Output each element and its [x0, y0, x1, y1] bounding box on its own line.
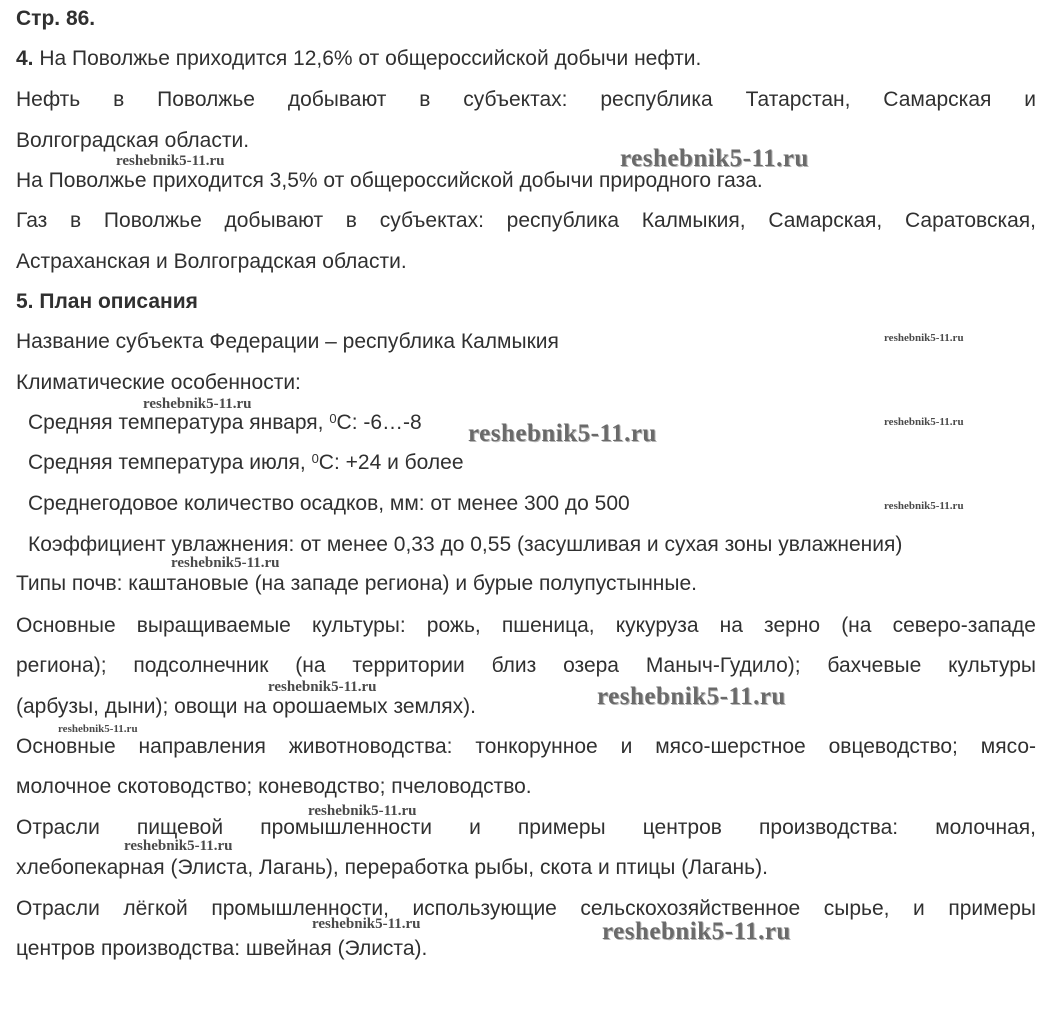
crops-line3: (арбузы, дыни); овощи на орошаемых землях).	[16, 695, 476, 718]
watermark: reshebnik5-11.ru	[58, 723, 138, 735]
gas-regions-line2: Астраханская и Волгоградская области.	[16, 250, 407, 273]
watermark: reshebnik5-11.ru	[268, 679, 377, 695]
oil-regions-line2: Волгоградская области.	[16, 129, 250, 152]
section4-oil-share	[16, 46, 1036, 72]
watermark: reshebnik5-11.ru	[116, 153, 225, 169]
watermark: reshebnik5-11.ru	[143, 396, 252, 412]
watermark: reshebnik5-11.ru	[124, 838, 233, 854]
oil-share-text: На Поволжье приходится 12,6% от общероссийской добычи нефти.	[39, 47, 702, 70]
section5-title: 5. План описания	[16, 290, 198, 313]
watermark: reshebnik5-11.ru	[171, 555, 280, 571]
livestock-line1: Основные направления животноводства: тонкорунное и мясо-шерстное овцеводство; мясо-	[16, 735, 1036, 758]
crops-line1: Основные выращиваемые культуры: рожь, пшеница, кукуруза на зерно (на северо-западе	[16, 614, 1036, 637]
january-value: С: -6…-8	[336, 411, 422, 434]
page-header: Стр. 86.	[16, 7, 96, 30]
watermark: reshebnik5-11.ru	[308, 803, 417, 819]
degree-mark: 0	[311, 451, 319, 466]
subject-name: Название субъекта Федерации – республика Калмыкия	[16, 330, 559, 353]
degree-mark: 0	[329, 411, 337, 426]
july-value: С: +24 и более	[318, 451, 464, 474]
section4-number: 4.	[16, 47, 34, 70]
watermark: reshebnik5-11.ru	[597, 683, 786, 710]
gas-share: На Поволжье приходится 3,5% от общероссийской добычи природного газа.	[16, 169, 763, 192]
precipitation: Среднегодовое количество осадков, мм: от менее 300 до 500	[28, 492, 630, 515]
july-label: Средняя температура июля,	[28, 451, 312, 474]
light-industry-line2: центров производства: швейная (Элиста).	[16, 937, 428, 960]
moisture-coefficient: Коэффициент увлажнения: от менее 0,33 до 0,55 (засушливая и сухая зоны увлажнения)	[28, 533, 903, 556]
july-temperature	[28, 450, 1048, 476]
oil-regions-line1: Нефть в Поволжье добывают в субъектах: республика Татарстан, Самарская и	[16, 88, 1036, 111]
food-industry-line1: Отрасли пищевой промышленности и примеры центров производства: молочная,	[16, 816, 1036, 839]
climate-heading: Климатические особенности:	[16, 371, 301, 394]
watermark: reshebnik5-11.ru	[620, 145, 809, 172]
watermark: reshebnik5-11.ru	[468, 420, 657, 447]
watermark: reshebnik5-11.ru	[312, 916, 421, 932]
january-label: Средняя температура января,	[28, 411, 330, 434]
food-industry-line2: хлебопекарная (Элиста, Лагань), переработка рыбы, скота и птицы (Лагань).	[16, 856, 768, 879]
watermark: reshebnik5-11.ru	[884, 416, 964, 428]
soil-types: Типы почв: каштановые (на западе региона) и бурые полупустынные.	[16, 572, 698, 595]
watermark: reshebnik5-11.ru	[884, 500, 964, 512]
watermark: reshebnik5-11.ru	[602, 918, 791, 945]
gas-regions-line1: Газ в Поволжье добывают в субъектах: республика Калмыкия, Самарская, Саратовская,	[16, 209, 1036, 232]
watermark: reshebnik5-11.ru	[884, 332, 964, 344]
light-industry-line1: Отрасли лёгкой промышленности, использующие сельскохозяйственное сырье, и примеры	[16, 897, 1036, 920]
livestock-line2: молочное скотоводство; коневодство; пчеловодство.	[16, 775, 532, 798]
crops-line2: региона); подсолнечник (на территории близ озера Маныч-Гудило); бахчевые культуры	[16, 654, 1036, 677]
